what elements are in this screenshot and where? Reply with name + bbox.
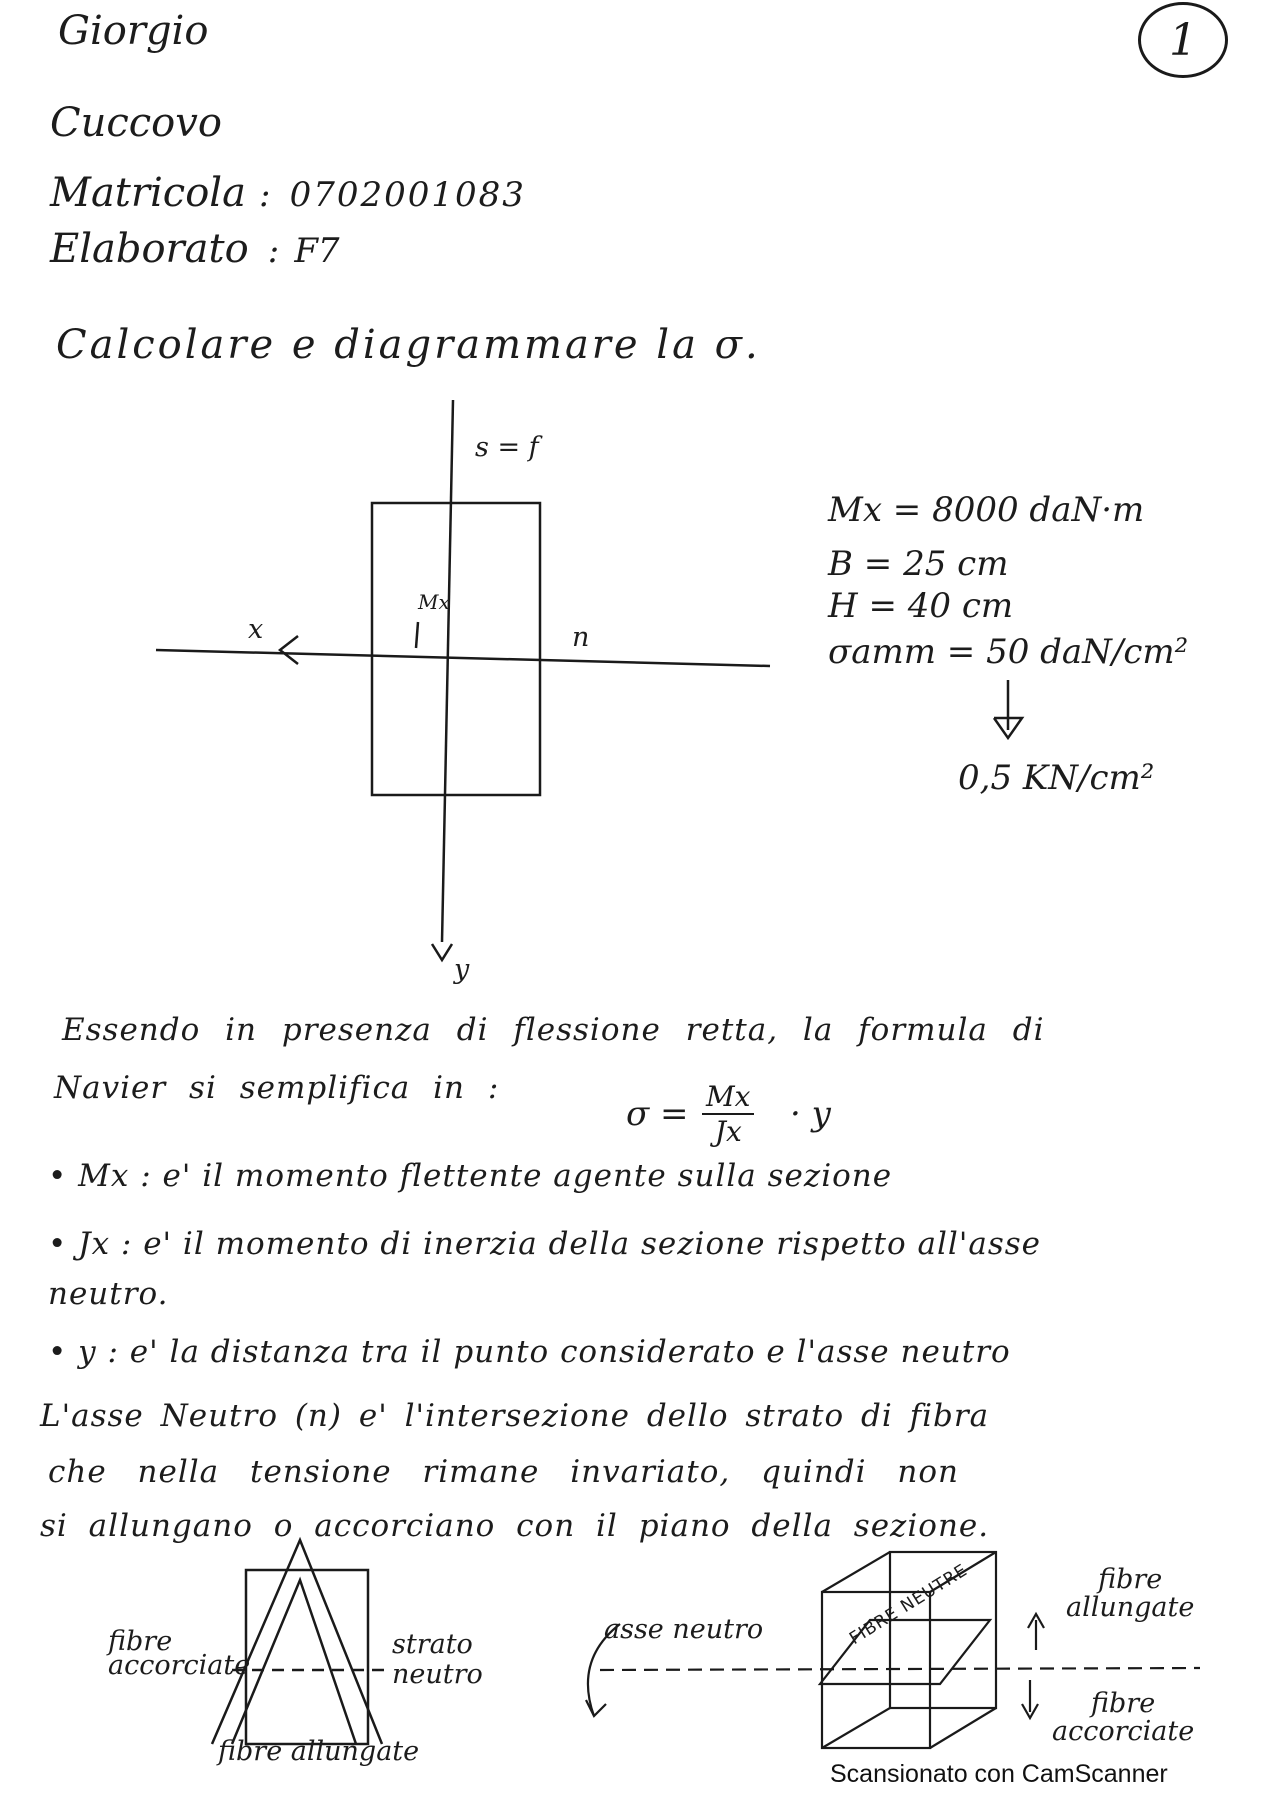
- given-b: B = 25 cm: [828, 544, 1009, 584]
- elaborato-label: Elaborato: [50, 226, 249, 272]
- axis-s-label: s = f: [475, 432, 539, 463]
- formula-lhs: σ =: [626, 1094, 689, 1134]
- axis-n-label: n: [572, 622, 590, 653]
- given-sigma-amm: σamm = 50 daN/cm²: [828, 632, 1189, 672]
- neutral-plane: [820, 1620, 990, 1684]
- last-name: Cuccovo: [50, 100, 222, 146]
- paragraph-line-1: L'asse Neutro (n) e' l'intersezione dello strato di fibra: [40, 1398, 990, 1434]
- bullet-jx: • Jx : e' il momento di inerzia della sezione rispetto all'asse: [48, 1226, 1042, 1262]
- page-number-badge: 1: [1138, 2, 1228, 78]
- paragraph-line-3: si allungano o accorciano con il piano della sezione.: [40, 1508, 990, 1544]
- paragraph-line-2: che nella tensione rimane invariato, quindi non: [48, 1454, 960, 1490]
- matricola-value: 0702001083: [289, 175, 526, 215]
- bullet-jx-continued: neutro.: [48, 1276, 169, 1312]
- first-name: Giorgio: [58, 8, 209, 54]
- label-asse-neutro: asse neutro: [604, 1614, 764, 1645]
- neutral-axis-dashed: [600, 1668, 1200, 1670]
- axis-y-label: y: [454, 954, 470, 985]
- bullet-mx: • Mx : e' il momento flettente agente sulla sezione: [48, 1158, 893, 1194]
- scanner-watermark: Scansionato con CamScanner: [830, 1760, 1168, 1788]
- block-edge-br: [930, 1708, 996, 1748]
- body-line-2: Navier si semplifica in :: [54, 1070, 500, 1106]
- label-fibre-allungate-bottom: fibre allungate: [218, 1736, 420, 1767]
- formula-denominator: Jx: [714, 1115, 742, 1148]
- block-edge-tl: [822, 1552, 890, 1592]
- given-mx: Mx = 8000 daN·m: [828, 490, 1145, 530]
- bullet-y: • y : e' la distanza tra il punto considerato e l'asse neutro: [48, 1334, 1011, 1370]
- label-strato-neutro: strato neutro: [392, 1629, 483, 1690]
- elaborato-value: F7: [294, 231, 340, 271]
- body-line-1: Essendo in presenza di flessione retta, la formula di: [62, 1012, 1045, 1048]
- given-h: H = 40 cm: [828, 586, 1014, 626]
- label-fibre-neutre: FIBRE NEUTRE: [846, 1560, 972, 1649]
- formula-numerator: Mx: [702, 1080, 754, 1115]
- label-fibre-allungate-right: fibre allungate: [1066, 1564, 1195, 1623]
- elaborato-colon: :: [267, 231, 280, 271]
- label-fibre-accorciate-right: fibre accorciate: [1052, 1688, 1195, 1747]
- task-statement: Calcolare e diagrammare la σ.: [56, 322, 761, 368]
- label-fibre-accorciate-left: fibre accorciate: [108, 1626, 251, 1681]
- matricola-label: Matricola: [50, 170, 246, 216]
- block-edge-bl: [822, 1708, 890, 1748]
- axis-x-label: x: [248, 614, 264, 645]
- matricola-colon: :: [259, 175, 271, 215]
- formula-rhs: · y: [790, 1094, 831, 1134]
- moment-label: Mx: [418, 590, 450, 614]
- given-converted: 0,5 KN/cm²: [958, 758, 1155, 798]
